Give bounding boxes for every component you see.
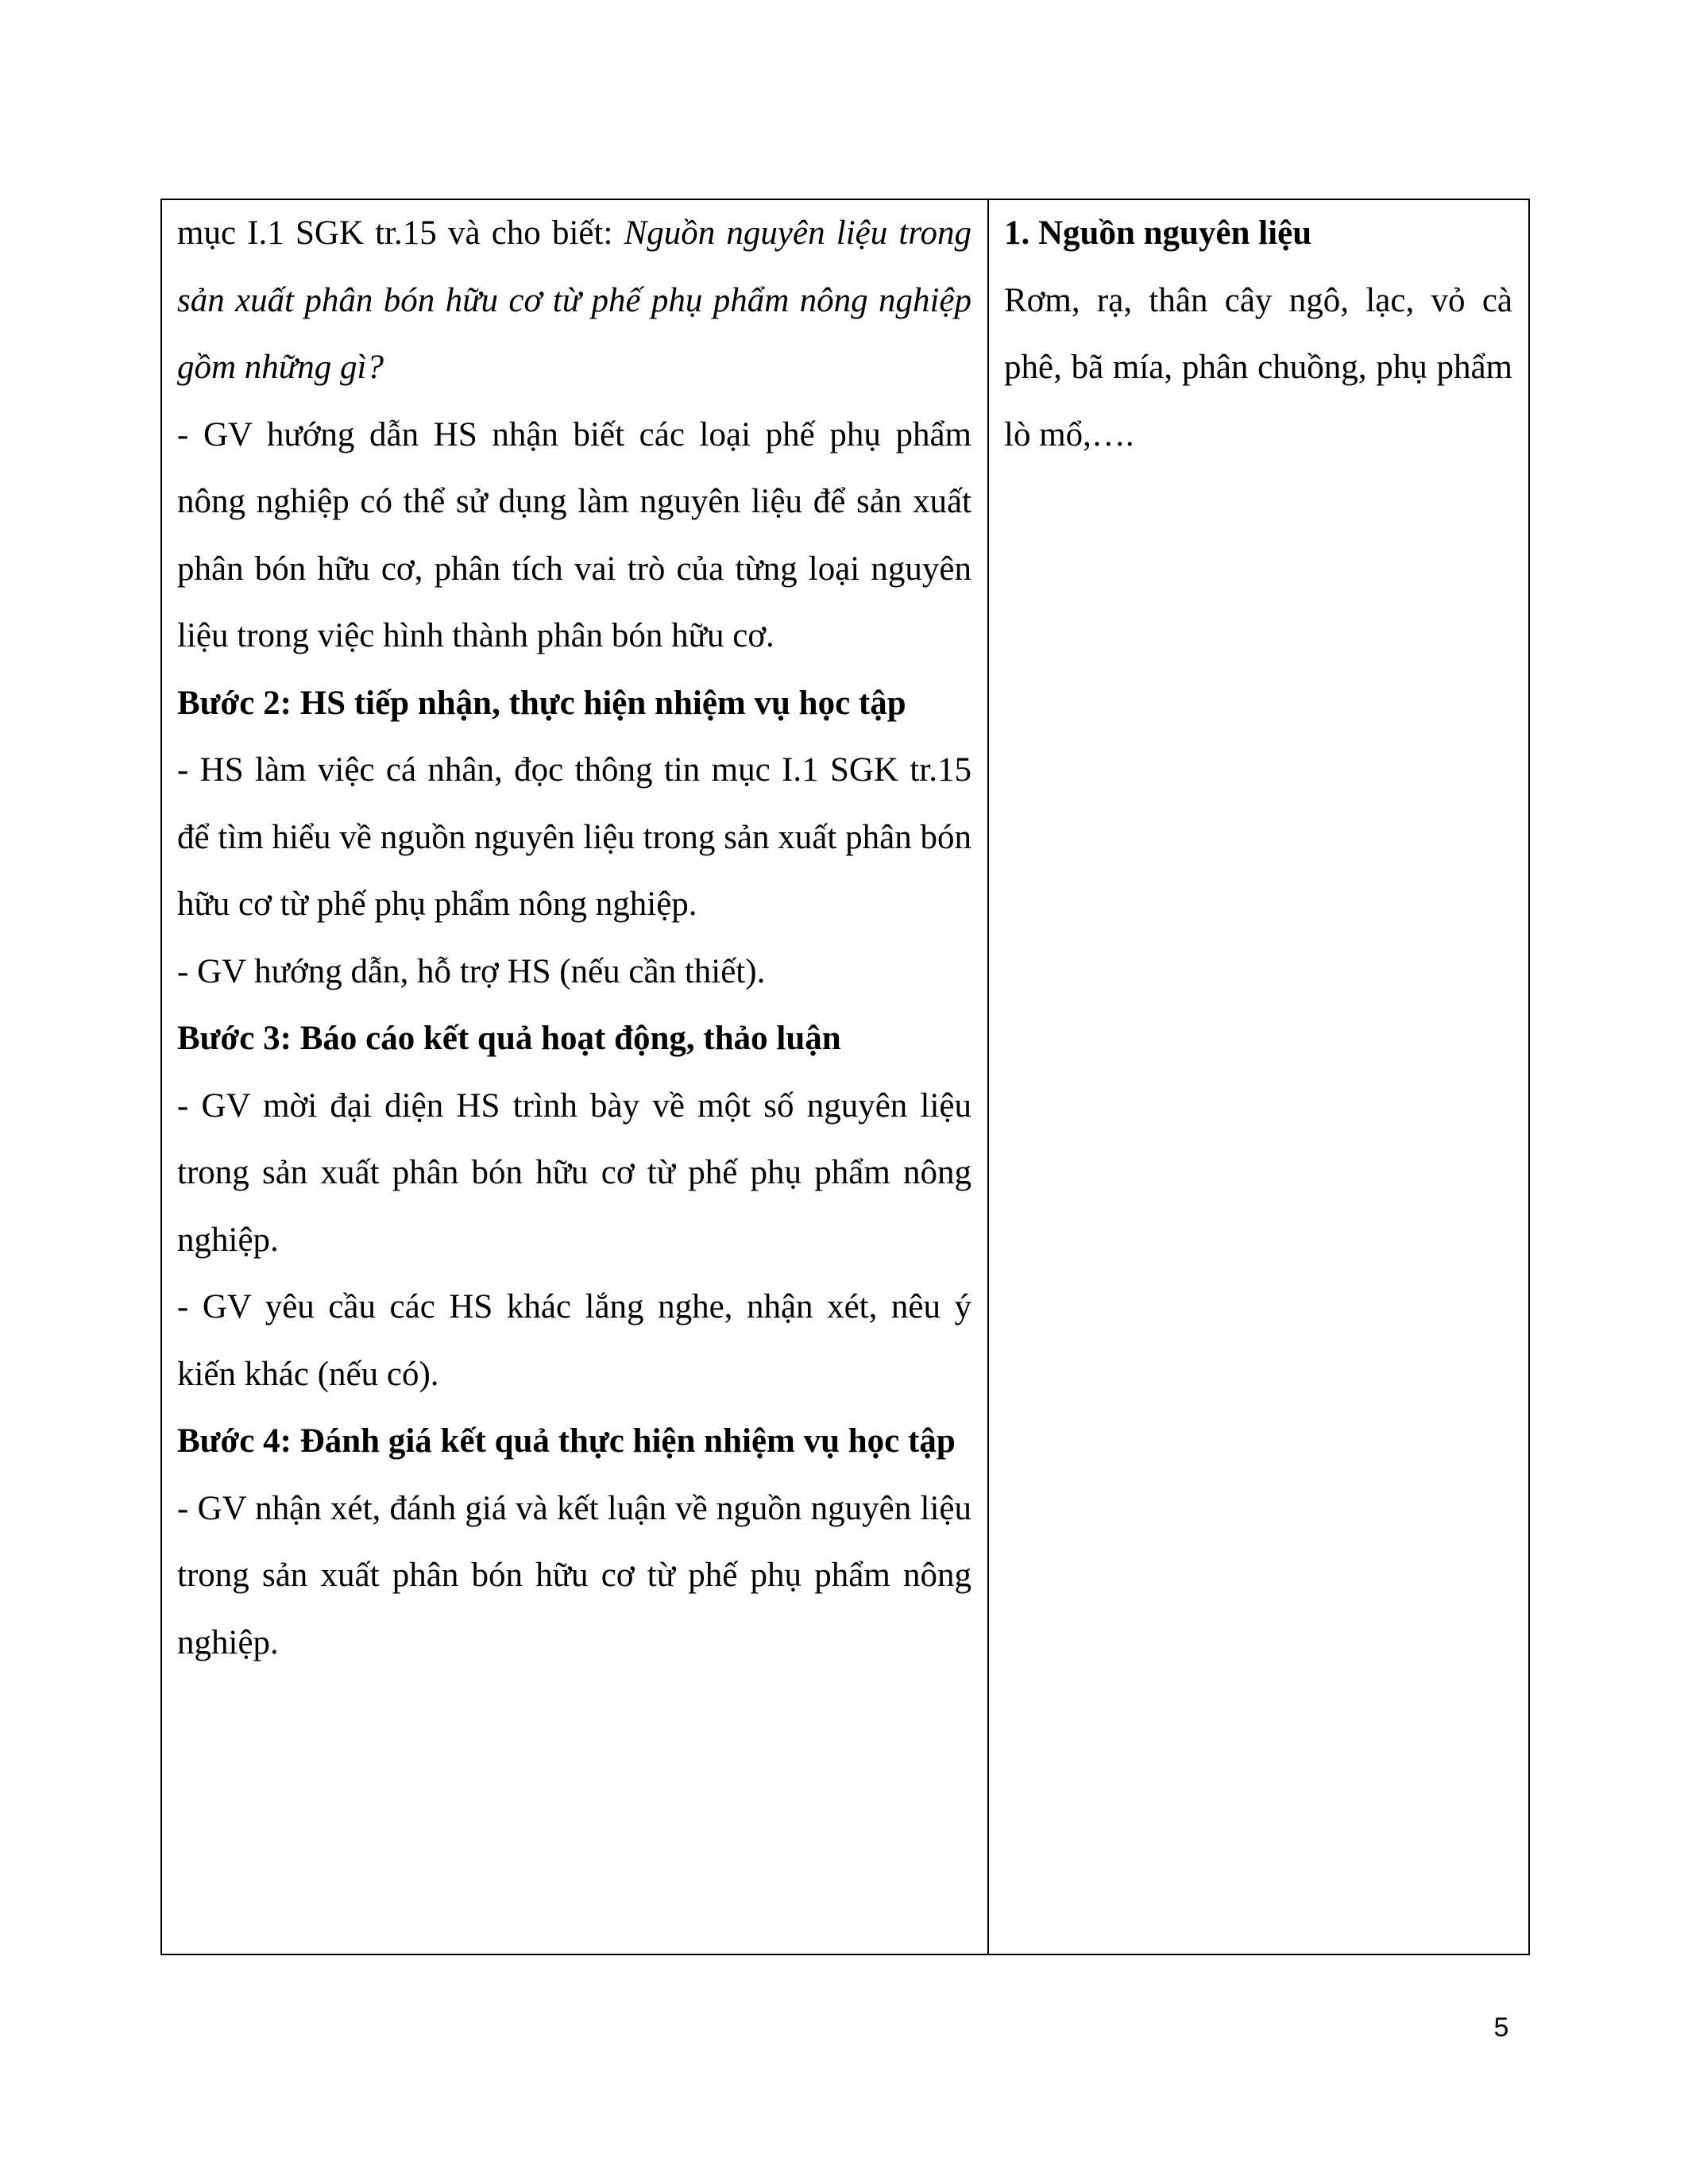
student-work-paragraph: - HS làm việc cá nhân, đọc thông tin mục I.1 SGK tr.15 để tìm hiểu về nguồn nguyên liệu trong sản xuất phân bón hữu cơ từ phế phụ phẩm nông nghiệp. <box>177 751 971 923</box>
report-paragraph: - GV mời đại diện HS trình bày về một số nguyên liệu trong sản xuất phân bón hữu cơ từ phế phụ phẩm nông nghiệp. <box>177 1086 971 1259</box>
instruction-question: Nguồn nguyên liệu trong sản xuất phân bón hữu cơ từ phế phụ phẩm nông nghiệp gồm những gì? <box>177 214 971 386</box>
instruction-text: mục I.1 SGK tr.15 và cho biết: <box>177 214 624 252</box>
teacher-support-paragraph: - GV hướng dẫn, hỗ trợ HS (nếu cần thiết). <box>177 952 766 990</box>
conclusion-paragraph: - GV nhận xét, đánh giá và kết luận về nguồn nguyên liệu trong sản xuất phân bón hữu cơ từ phế phụ phẩm nông nghiệp. <box>177 1489 971 1661</box>
content-column <box>989 200 1528 1954</box>
step-3-heading: Bước 3: Báo cáo kết quả hoạt động, thảo luận <box>177 1020 841 1057</box>
page-number: 5 <box>1493 2012 1509 2043</box>
section-heading: 1. Nguồn nguyên liệu <box>1004 214 1312 252</box>
step-4-heading: Bước 4: Đánh giá kết quả thực hiện nhiệm vụ học tập <box>177 1422 956 1460</box>
materials-list-text: Rơm, rạ, thân cây ngô, lạc, vỏ cà phê, bã mía, phân chuồng, phụ phẩm lò mổ,…. <box>1004 281 1512 453</box>
activity-column <box>162 200 989 1954</box>
step-2-heading: Bước 2: HS tiếp nhận, thực hiện nhiệm vụ học tập <box>177 684 906 722</box>
content-table <box>160 199 1530 1955</box>
instruction-paragraph <box>177 200 971 402</box>
discussion-paragraph: - GV yêu cầu các HS khác lắng nghe, nhận xét, nêu ý kiến khác (nếu có). <box>177 1288 971 1393</box>
teacher-guidance-paragraph: - GV hướng dẫn HS nhận biết các loại phế phụ phẩm nông nghiệp có thể sử dụng làm nguyên liệu để sản xuất phân bón hữu cơ, phân tích vai trò của từng loại nguyên liệu trong việc hình thành phân bón hữu cơ. <box>177 415 971 654</box>
